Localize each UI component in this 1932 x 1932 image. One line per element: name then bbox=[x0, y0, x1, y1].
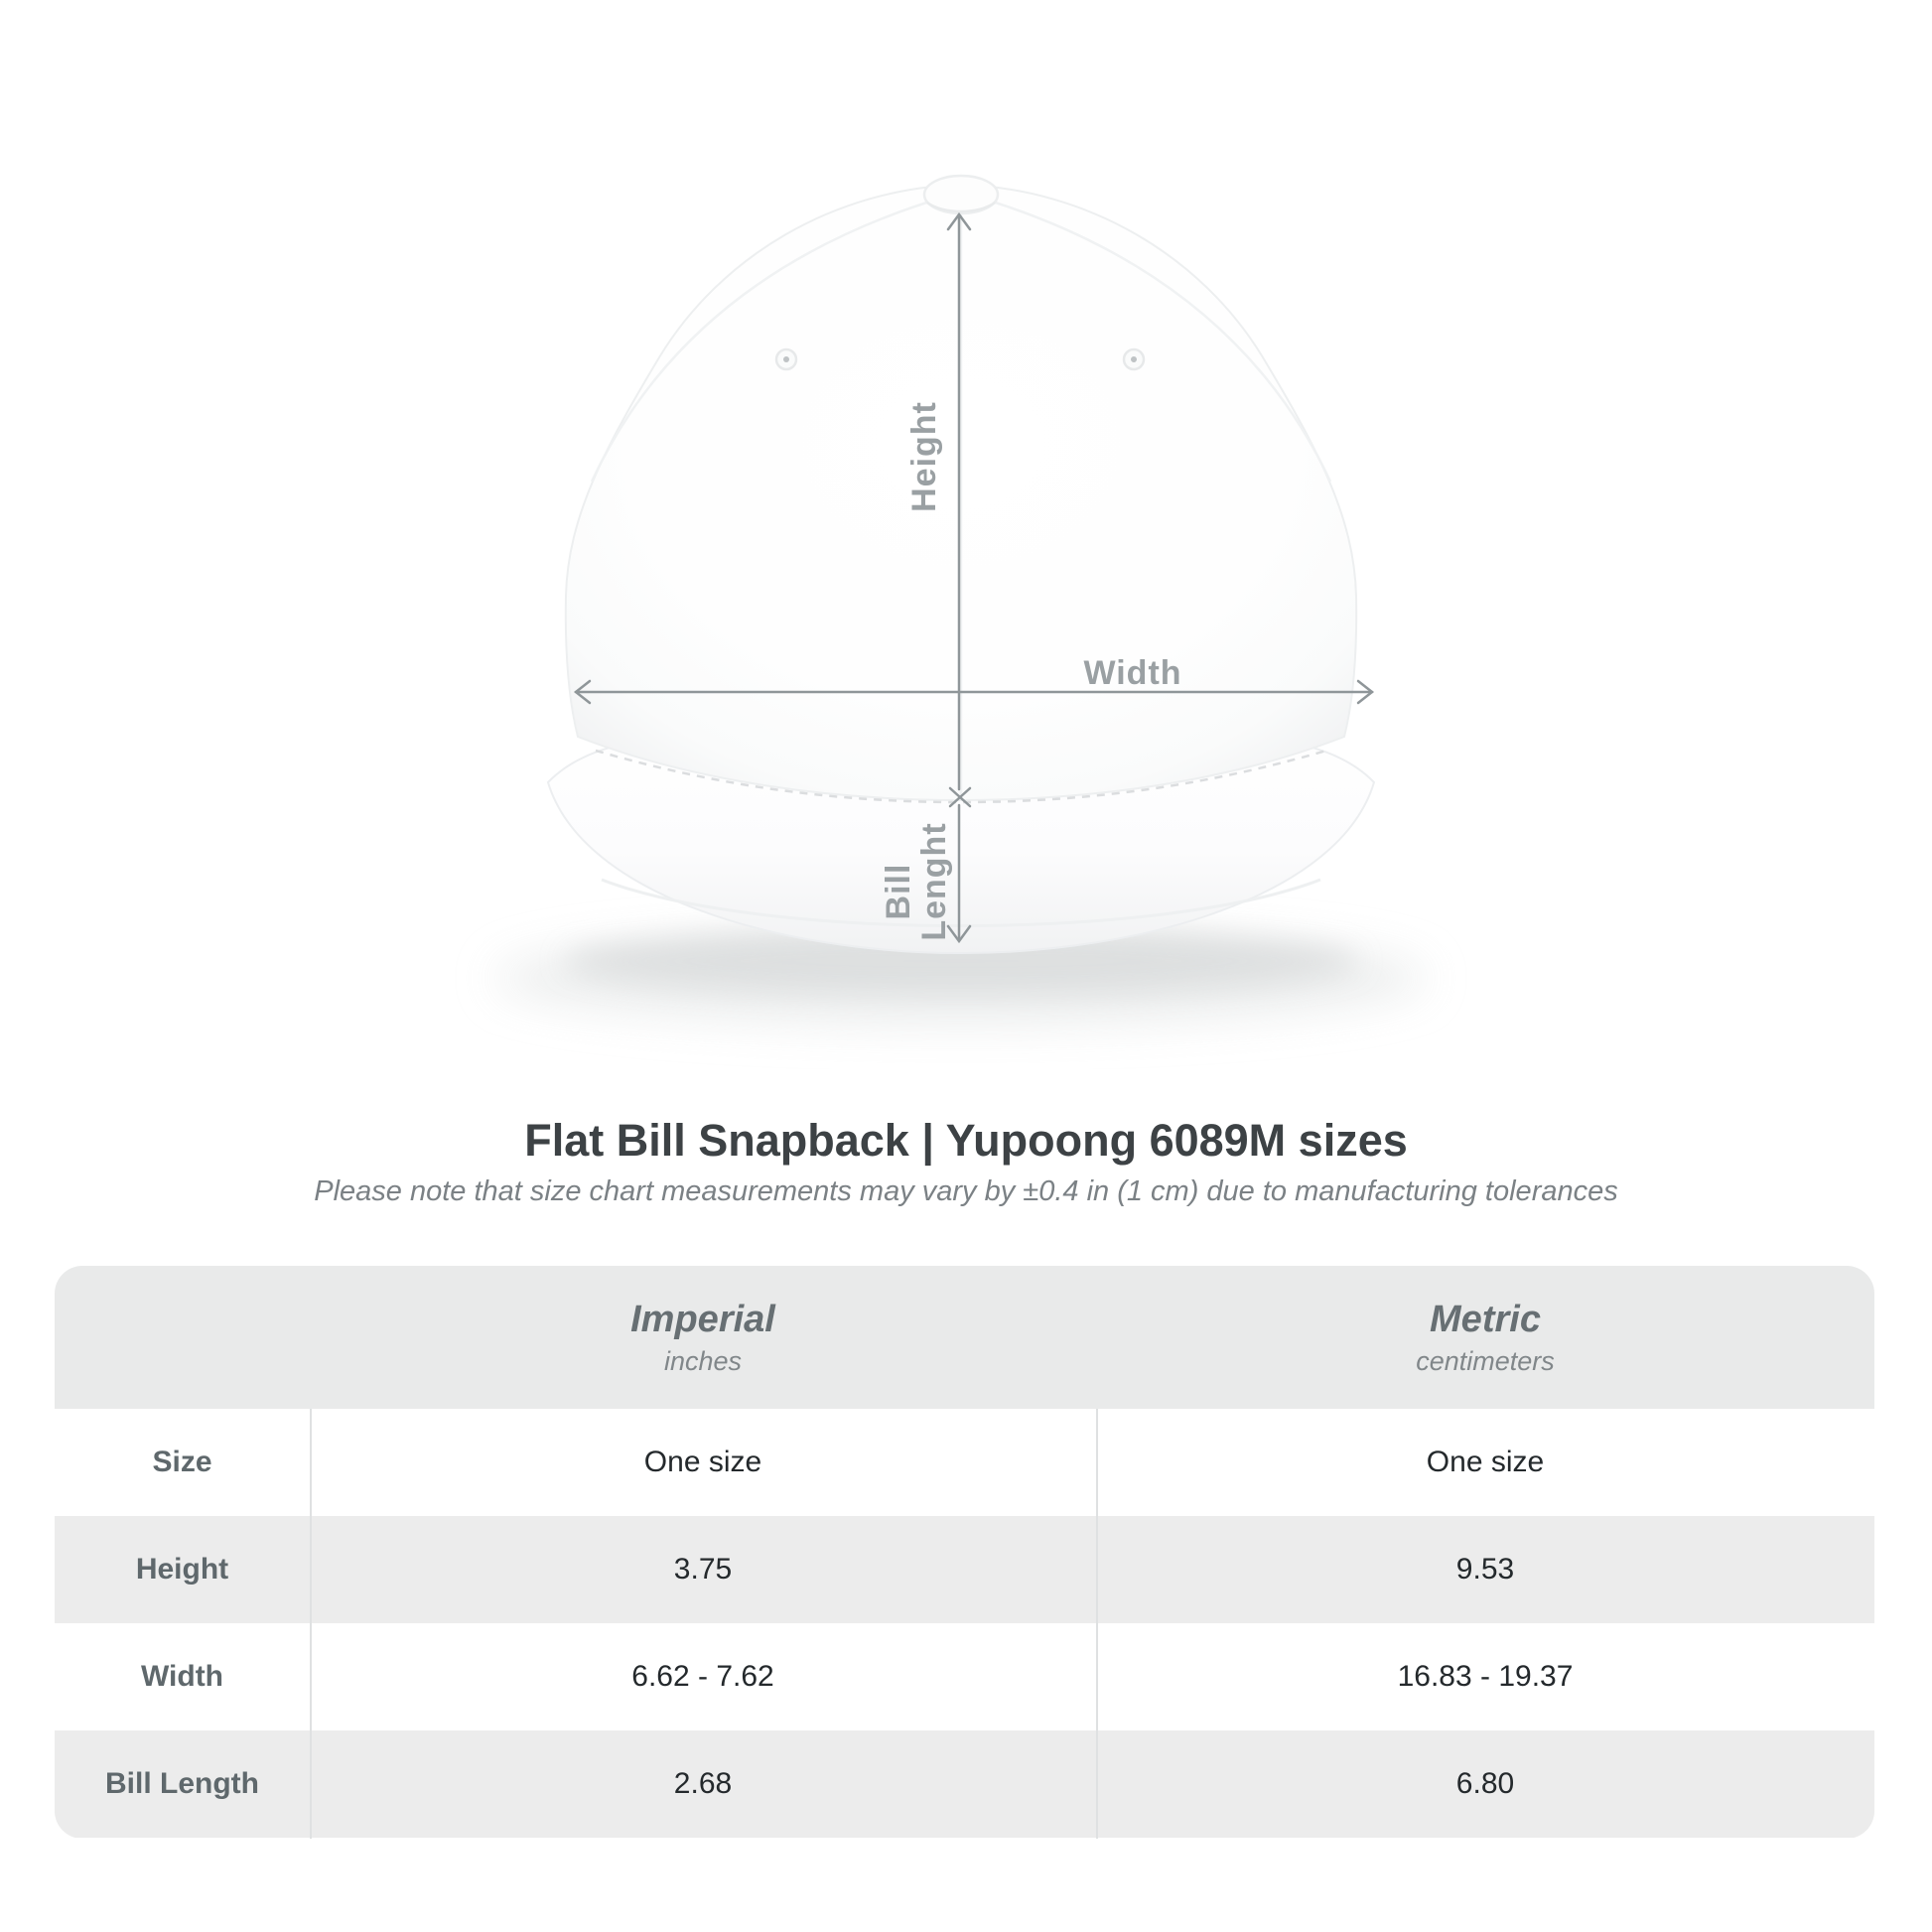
row-label-height: Height bbox=[135, 1553, 229, 1586]
metric-unit: centimeters bbox=[1416, 1345, 1555, 1376]
imperial-header: Imperial bbox=[630, 1298, 775, 1340]
row-label-size: Size bbox=[152, 1446, 212, 1478]
cell-height-metric: 9.53 bbox=[1455, 1553, 1515, 1586]
size-chart-table bbox=[55, 1266, 1874, 1839]
imperial-unit: inches bbox=[663, 1345, 743, 1376]
row-label-bill-length: Bill Length bbox=[105, 1767, 259, 1800]
table-header bbox=[55, 1266, 1874, 1409]
table-row-size bbox=[55, 1409, 1874, 1516]
page-title: Flat Bill Snapback | Yupoong 6089M sizes bbox=[524, 1115, 1408, 1166]
left-eyelet-icon bbox=[776, 349, 796, 369]
cell-height-imperial: 3.75 bbox=[673, 1553, 733, 1586]
cell-size-metric: One size bbox=[1426, 1446, 1545, 1478]
column-divider-2 bbox=[1096, 1409, 1098, 1839]
bill-length-label-line1: Bill bbox=[880, 863, 917, 920]
table-header-spacer bbox=[55, 1266, 310, 1409]
page-subtitle: Please note that size chart measurements may vary by ±0.4 in (1 cm) due to manufacturing tolerances bbox=[314, 1174, 1618, 1207]
cell-size-imperial: One size bbox=[643, 1446, 762, 1478]
table-header-metric bbox=[1096, 1266, 1874, 1409]
cell-bill-length-imperial: 2.68 bbox=[673, 1767, 733, 1800]
cell-width-metric: 16.83 - 19.37 bbox=[1397, 1660, 1574, 1693]
metric-header: Metric bbox=[1430, 1298, 1541, 1340]
bill-length-label-line2: Lenght bbox=[915, 822, 953, 941]
table-row-height bbox=[55, 1516, 1874, 1623]
row-label-width: Width bbox=[140, 1660, 224, 1693]
table-row-width bbox=[55, 1623, 1874, 1730]
column-divider-1 bbox=[310, 1409, 312, 1839]
width-label: Width bbox=[1083, 654, 1182, 692]
cell-bill-length-metric: 6.80 bbox=[1455, 1767, 1515, 1800]
table-header-imperial bbox=[310, 1266, 1096, 1409]
cell-width-imperial: 6.62 - 7.62 bbox=[631, 1660, 774, 1693]
title-block bbox=[0, 1116, 1932, 1208]
height-label: Height bbox=[905, 401, 943, 512]
right-eyelet-icon bbox=[1124, 349, 1144, 369]
table-row-bill-length bbox=[55, 1730, 1874, 1838]
cap-crown bbox=[566, 176, 1356, 802]
top-button bbox=[924, 176, 998, 213]
